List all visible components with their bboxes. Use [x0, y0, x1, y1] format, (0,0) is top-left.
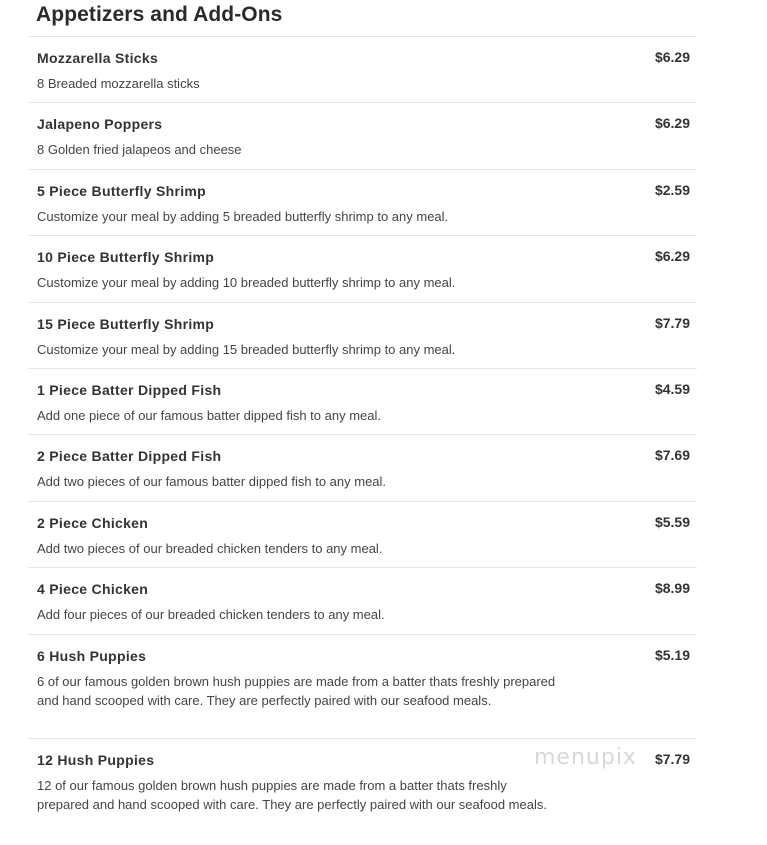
menu-item [28, 567, 697, 633]
item-name: 2 Piece Chicken [37, 514, 149, 531]
item-name: 10 Piece Butterfly Shrimp [37, 249, 215, 266]
item-name: 1 Piece Batter Dipped Fish [37, 381, 222, 398]
item-price: $7.79 [654, 314, 690, 331]
item-price: $4.59 [654, 380, 690, 397]
menu-item [28, 634, 697, 738]
item-name: Mozzarella Sticks [37, 50, 159, 66]
item-name: 2 Piece Batter Dipped Fish [37, 448, 222, 465]
menu-item [28, 102, 697, 168]
item-name: 4 Piece Chicken [37, 581, 149, 598]
item-description: Add two pieces of our famous batter dipped fish to any meal. [37, 474, 387, 490]
item-name: Jalapeno Poppers [37, 116, 163, 133]
item-description: Customize your meal by adding 15 breaded butterfly shrimp to any meal. [37, 341, 456, 357]
item-description: Add two pieces of our breaded chicken tenders to any meal. [37, 540, 383, 556]
item-description: 8 Breaded mozzarella sticks [37, 76, 200, 91]
item-price: $2.59 [654, 181, 690, 198]
watermark-logo: menupix [534, 745, 637, 770]
item-price: $6.29 [654, 49, 690, 65]
item-description: 6 of our famous golden brown hush puppies are made from a batter thats freshly prepared and hand scooped with care. They are perfectly paired with our seafood meals. [37, 673, 556, 708]
menu-item [28, 302, 697, 368]
item-description: Add four pieces of our breaded chicken tenders to any meal. [37, 607, 385, 623]
item-description: Customize your meal by adding 5 breaded butterfly shrimp to any meal. [37, 208, 449, 224]
menu-item [28, 36, 697, 102]
item-name: 5 Piece Butterfly Shrimp [37, 182, 207, 199]
item-price: $6.29 [654, 248, 690, 265]
menu-item [28, 368, 697, 434]
item-price: $5.19 [654, 646, 690, 663]
item-description: 12 of our famous golden brown hush puppies are made from a batter thats freshly prepared and hand scooped with care. They are perfectly paired with our seafood meals. [37, 777, 547, 812]
item-description: Customize your meal by adding 10 breaded butterfly shrimp to any meal. [37, 275, 456, 291]
item-name: 12 Hush Puppies [37, 751, 155, 768]
item-price: $7.79 [654, 750, 690, 767]
menu-item [28, 169, 697, 235]
item-price: $7.69 [654, 447, 690, 464]
menu-item [28, 434, 697, 500]
menu-item [28, 501, 697, 567]
menu-list [28, 36, 697, 842]
item-description: 8 Golden fried jalapeos and cheese [37, 142, 242, 158]
section-title: Appetizers and Add-Ons [36, 3, 283, 26]
menu-item [28, 235, 697, 301]
item-name: 15 Piece Butterfly Shrimp [37, 315, 215, 332]
item-description: Add one piece of our famous batter dipped fish to any meal. [37, 407, 381, 423]
item-name: 6 Hush Puppies [37, 647, 147, 664]
item-price: $5.59 [654, 513, 690, 530]
item-price: $6.29 [654, 115, 690, 132]
item-price: $8.99 [654, 580, 690, 597]
